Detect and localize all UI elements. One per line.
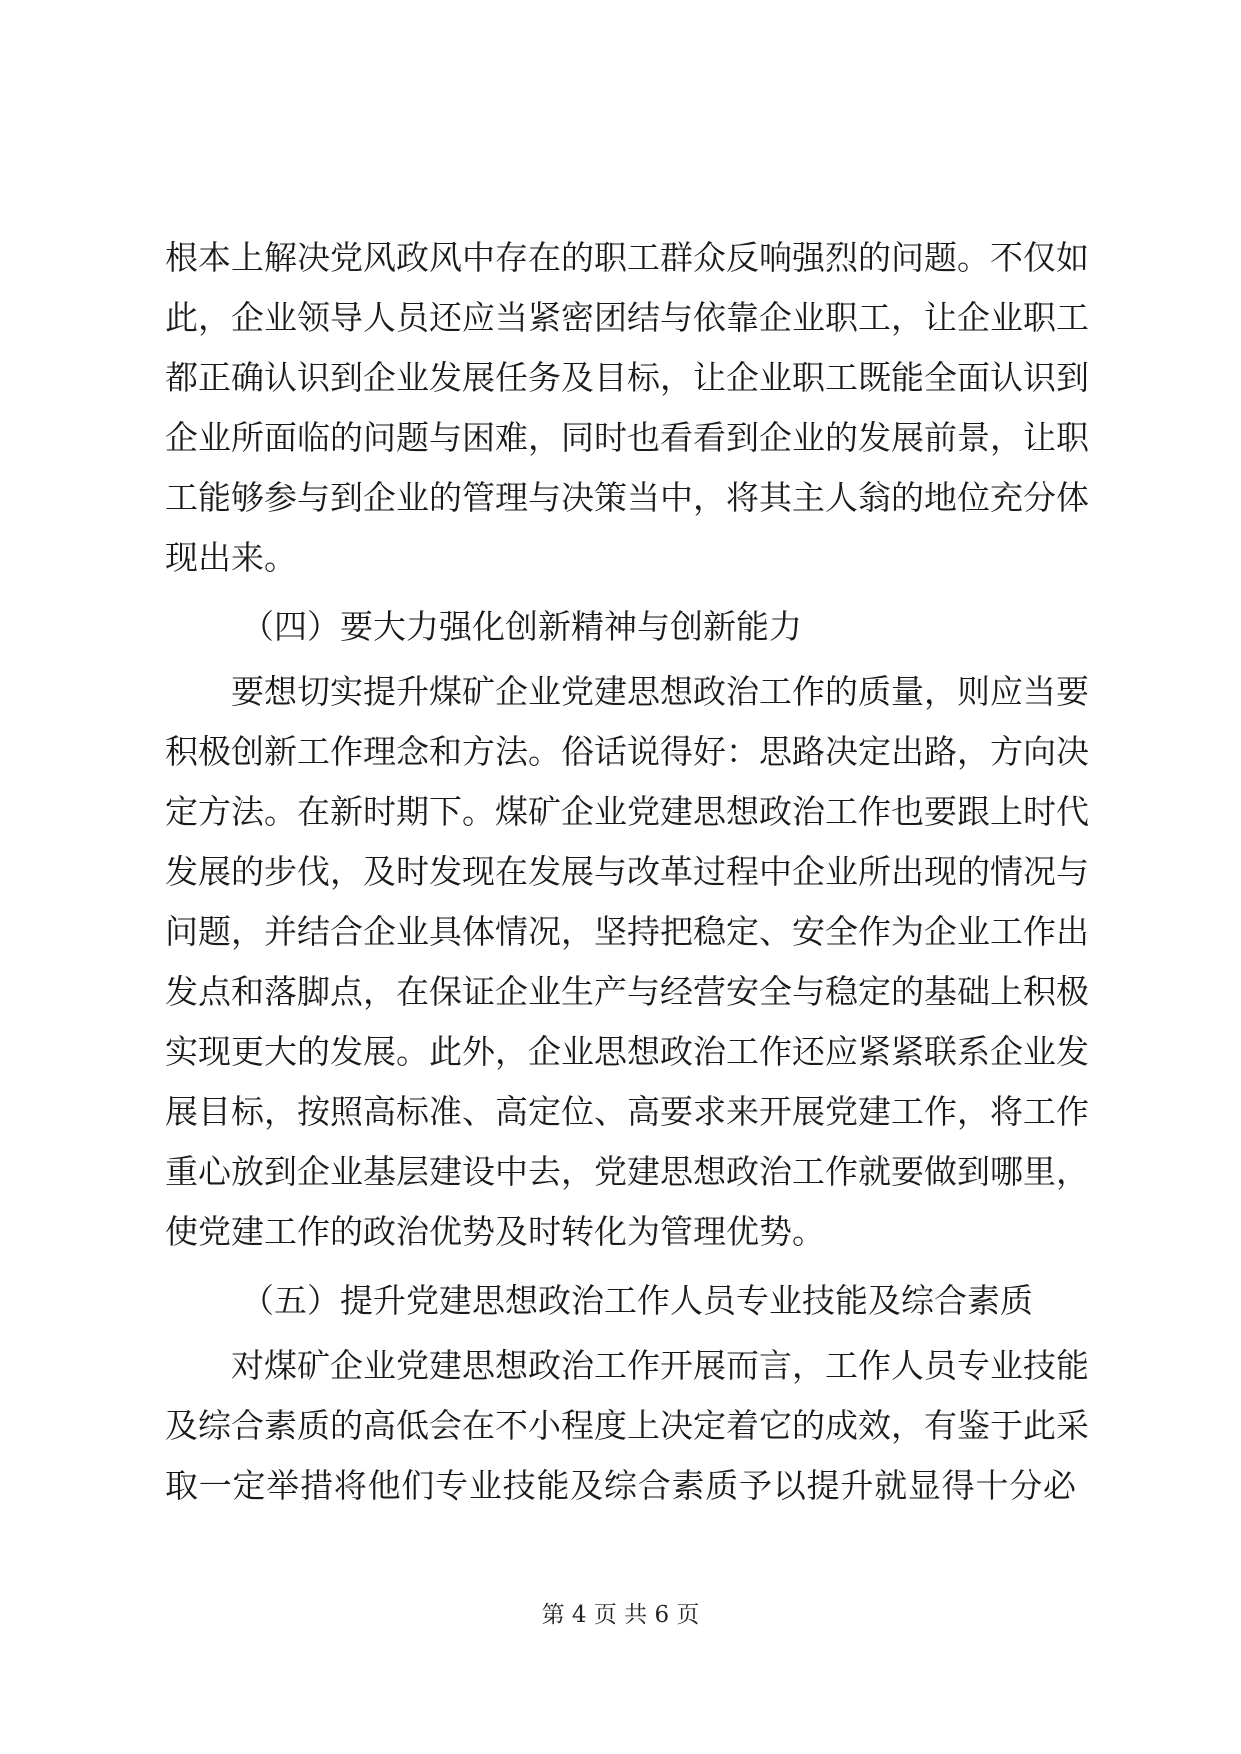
text-line: 展目标，按照高标准、高定位、高要求来开展党建工作，将工作 [165,1092,1089,1131]
text-line: 实现更大的发展。此外，企业思想政治工作还应紧紧联系企业发 [165,1032,1089,1071]
text-line: 定方法。在新时期下。煤矿企业党建思想政治工作也要跟上时代 [165,792,1089,831]
section-heading: （五）提升党建思想政治工作人员专业技能及综合素质 [241,1281,1033,1320]
text-line: 问题，并结合企业具体情况，坚持把稳定、安全作为企业工作出 [165,912,1089,951]
text-line: 取一定举措将他们专业技能及综合素质予以提升就显得十分必 [165,1466,1076,1505]
text-line: 及综合素质的高低会在不小程度上决定着它的成效，有鉴于此采 [165,1406,1089,1445]
text-line: 企业所面临的问题与困难，同时也看看到企业的发展前景，让职 [165,418,1089,457]
page-number-footer: 第 4 页 共 6 页 [541,1602,700,1628]
text-line: 工能够参与到企业的管理与决策当中，将其主人翁的地位充分体 [165,478,1089,517]
text-line: 对煤矿企业党建思想政治工作开展而言，工作人员专业技能 [231,1346,1089,1385]
text-line: 都正确认识到企业发展任务及目标，让企业职工既能全面认识到 [165,358,1089,397]
text-line: 此，企业领导人员还应当紧密团结与依靠企业职工，让企业职工 [165,298,1089,337]
text-line: 根本上解决党风政风中存在的职工群众反响强烈的问题。不仅如 [165,238,1089,277]
text-line: 使党建工作的政治优势及时转化为管理优势。 [165,1212,825,1251]
section-heading: （四）要大力强化创新精神与创新能力 [241,607,802,646]
text-line: 要想切实提升煤矿企业党建思想政治工作的质量，则应当要 [231,672,1089,711]
text-line: 发点和落脚点，在保证企业生产与经营安全与稳定的基础上积极 [165,972,1089,1011]
text-line: 积极创新工作理念和方法。俗话说得好：思路决定出路，方向决 [165,732,1089,771]
text-line: 重心放到企业基层建设中去，党建思想政治工作就要做到哪里， [165,1152,1089,1191]
text-line: 发展的步伐，及时发现在发展与改革过程中企业所出现的情况与 [165,852,1089,891]
text-line: 现出来。 [165,538,297,577]
